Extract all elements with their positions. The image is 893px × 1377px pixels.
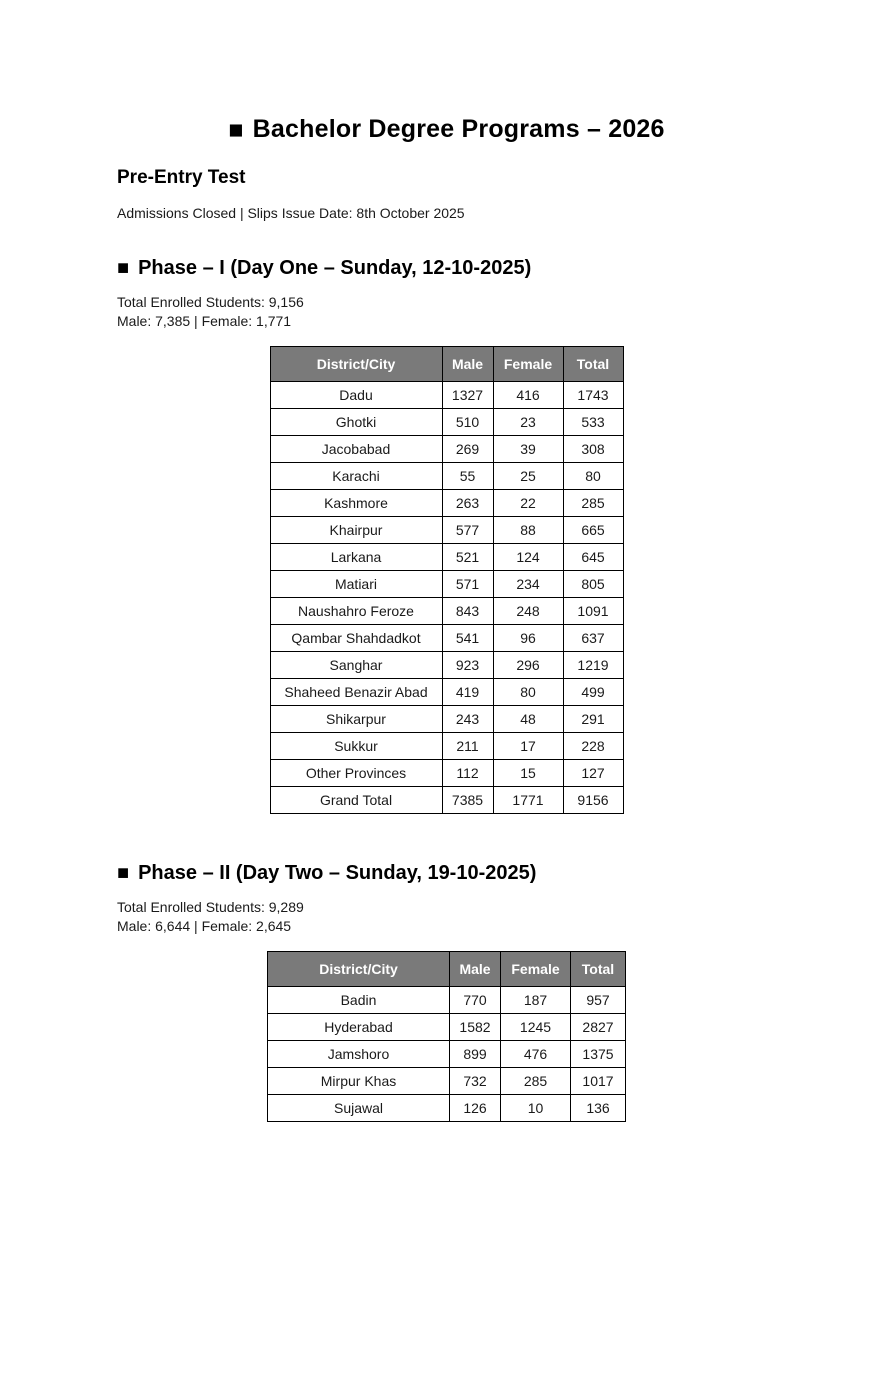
table-header-row xyxy=(270,347,623,382)
count-cell: 228 xyxy=(563,733,623,760)
square-bullet-icon: ■ xyxy=(117,257,130,279)
count-cell: 541 xyxy=(442,625,493,652)
count-cell: 308 xyxy=(563,436,623,463)
count-cell: 124 xyxy=(493,544,563,571)
table-row xyxy=(270,436,623,463)
count-cell: 211 xyxy=(442,733,493,760)
table-header-row xyxy=(268,952,626,987)
count-cell: 1219 xyxy=(563,652,623,679)
district-cell: Dadu xyxy=(270,382,442,409)
page-title-text: Bachelor Degree Programs – 2026 xyxy=(252,115,665,143)
district-cell: Kashmore xyxy=(270,490,442,517)
phase-2-table xyxy=(267,951,626,1122)
table-row xyxy=(270,598,623,625)
phase-1-total-enrolled: Total Enrolled Students: 9,156 xyxy=(117,294,304,310)
count-cell: 637 xyxy=(563,625,623,652)
count-cell: 248 xyxy=(493,598,563,625)
page-title xyxy=(0,115,893,144)
column-header-female: Female xyxy=(493,347,563,382)
count-cell: 1327 xyxy=(442,382,493,409)
square-bullet-icon: ■ xyxy=(117,862,130,884)
table-row xyxy=(270,490,623,517)
count-cell: 263 xyxy=(442,490,493,517)
district-cell: Grand Total xyxy=(270,787,442,814)
district-cell: Shikarpur xyxy=(270,706,442,733)
count-cell: 1771 xyxy=(493,787,563,814)
column-header-male: Male xyxy=(450,952,501,987)
table-row xyxy=(268,1041,626,1068)
column-header-district-city: District/City xyxy=(270,347,442,382)
subtitle: Pre-Entry Test xyxy=(117,167,246,188)
phase-1-section xyxy=(0,257,893,814)
count-cell: 291 xyxy=(563,706,623,733)
count-cell: 571 xyxy=(442,571,493,598)
phase-1-gender-split: Male: 7,385 | Female: 1,771 xyxy=(117,313,292,329)
count-cell: 39 xyxy=(493,436,563,463)
column-header-female: Female xyxy=(501,952,571,987)
count-cell: 187 xyxy=(501,987,571,1014)
square-bullet-icon: ■ xyxy=(228,116,244,144)
district-cell: Khairpur xyxy=(270,517,442,544)
count-cell: 112 xyxy=(442,760,493,787)
column-header-district-city: District/City xyxy=(268,952,450,987)
phase-2-total-enrolled: Total Enrolled Students: 9,289 xyxy=(117,899,304,915)
count-cell: 476 xyxy=(501,1041,571,1068)
district-cell: Sujawal xyxy=(268,1095,450,1122)
count-cell: 285 xyxy=(563,490,623,517)
district-cell: Mirpur Khas xyxy=(268,1068,450,1095)
count-cell: 15 xyxy=(493,760,563,787)
table-row xyxy=(270,733,623,760)
count-cell: 25 xyxy=(493,463,563,490)
count-cell: 48 xyxy=(493,706,563,733)
column-header-total: Total xyxy=(563,347,623,382)
table-row xyxy=(270,787,623,814)
count-cell: 665 xyxy=(563,517,623,544)
count-cell: 296 xyxy=(493,652,563,679)
count-cell: 2827 xyxy=(571,1014,626,1041)
count-cell: 9156 xyxy=(563,787,623,814)
count-cell: 645 xyxy=(563,544,623,571)
phase-2-table-body xyxy=(268,987,626,1122)
table-row xyxy=(268,1014,626,1041)
count-cell: 1375 xyxy=(571,1041,626,1068)
count-cell: 127 xyxy=(563,760,623,787)
count-cell: 510 xyxy=(442,409,493,436)
count-cell: 805 xyxy=(563,571,623,598)
count-cell: 577 xyxy=(442,517,493,544)
district-cell: Jacobabad xyxy=(270,436,442,463)
district-cell: Badin xyxy=(268,987,450,1014)
count-cell: 23 xyxy=(493,409,563,436)
count-cell: 7385 xyxy=(442,787,493,814)
table-row xyxy=(270,382,623,409)
count-cell: 80 xyxy=(493,679,563,706)
phase-2-heading xyxy=(117,862,893,885)
table-row xyxy=(268,987,626,1014)
phase-1-heading xyxy=(117,257,893,280)
column-header-male: Male xyxy=(442,347,493,382)
table-row xyxy=(270,760,623,787)
district-cell: Other Provinces xyxy=(270,760,442,787)
district-cell: Ghotki xyxy=(270,409,442,436)
count-cell: 533 xyxy=(563,409,623,436)
count-cell: 96 xyxy=(493,625,563,652)
district-cell: Karachi xyxy=(270,463,442,490)
phase-1-table-body xyxy=(270,382,623,814)
count-cell: 770 xyxy=(450,987,501,1014)
count-cell: 285 xyxy=(501,1068,571,1095)
count-cell: 923 xyxy=(442,652,493,679)
count-cell: 55 xyxy=(442,463,493,490)
count-cell: 126 xyxy=(450,1095,501,1122)
district-cell: Qambar Shahdadkot xyxy=(270,625,442,652)
district-cell: Naushahro Feroze xyxy=(270,598,442,625)
table-row xyxy=(270,463,623,490)
count-cell: 1582 xyxy=(450,1014,501,1041)
count-cell: 1743 xyxy=(563,382,623,409)
district-cell: Jamshoro xyxy=(268,1041,450,1068)
count-cell: 1091 xyxy=(563,598,623,625)
count-cell: 843 xyxy=(442,598,493,625)
district-cell: Sanghar xyxy=(270,652,442,679)
phase-2-section xyxy=(0,862,893,1122)
phase-2-gender-split: Male: 6,644 | Female: 2,645 xyxy=(117,918,292,934)
count-cell: 10 xyxy=(501,1095,571,1122)
document-page xyxy=(0,115,893,1377)
table-row xyxy=(270,571,623,598)
count-cell: 499 xyxy=(563,679,623,706)
district-cell: Sukkur xyxy=(270,733,442,760)
table-row xyxy=(270,652,623,679)
count-cell: 80 xyxy=(563,463,623,490)
count-cell: 22 xyxy=(493,490,563,517)
count-cell: 419 xyxy=(442,679,493,706)
table-row xyxy=(268,1095,626,1122)
count-cell: 416 xyxy=(493,382,563,409)
phase-1-table xyxy=(270,346,624,814)
table-row xyxy=(270,544,623,571)
count-cell: 88 xyxy=(493,517,563,544)
table-row xyxy=(270,517,623,544)
count-cell: 269 xyxy=(442,436,493,463)
count-cell: 957 xyxy=(571,987,626,1014)
count-cell: 234 xyxy=(493,571,563,598)
table-row xyxy=(268,1068,626,1095)
district-cell: Hyderabad xyxy=(268,1014,450,1041)
phase-2-heading-text: Phase – II (Day Two – Sunday, 19-10-2025) xyxy=(138,862,537,884)
status-line: Admissions Closed | Slips Issue Date: 8th October 2025 xyxy=(117,205,465,221)
district-cell: Matiari xyxy=(270,571,442,598)
count-cell: 732 xyxy=(450,1068,501,1095)
column-header-total: Total xyxy=(571,952,626,987)
table-row xyxy=(270,706,623,733)
count-cell: 1245 xyxy=(501,1014,571,1041)
count-cell: 899 xyxy=(450,1041,501,1068)
count-cell: 521 xyxy=(442,544,493,571)
phase-1-stats xyxy=(117,293,893,331)
phase-2-stats xyxy=(117,898,893,936)
district-cell: Larkana xyxy=(270,544,442,571)
table-row xyxy=(270,679,623,706)
count-cell: 1017 xyxy=(571,1068,626,1095)
count-cell: 17 xyxy=(493,733,563,760)
count-cell: 243 xyxy=(442,706,493,733)
count-cell: 136 xyxy=(571,1095,626,1122)
table-row xyxy=(270,625,623,652)
table-row xyxy=(270,409,623,436)
phase-1-heading-text: Phase – I (Day One – Sunday, 12-10-2025) xyxy=(138,257,532,279)
district-cell: Shaheed Benazir Abad xyxy=(270,679,442,706)
